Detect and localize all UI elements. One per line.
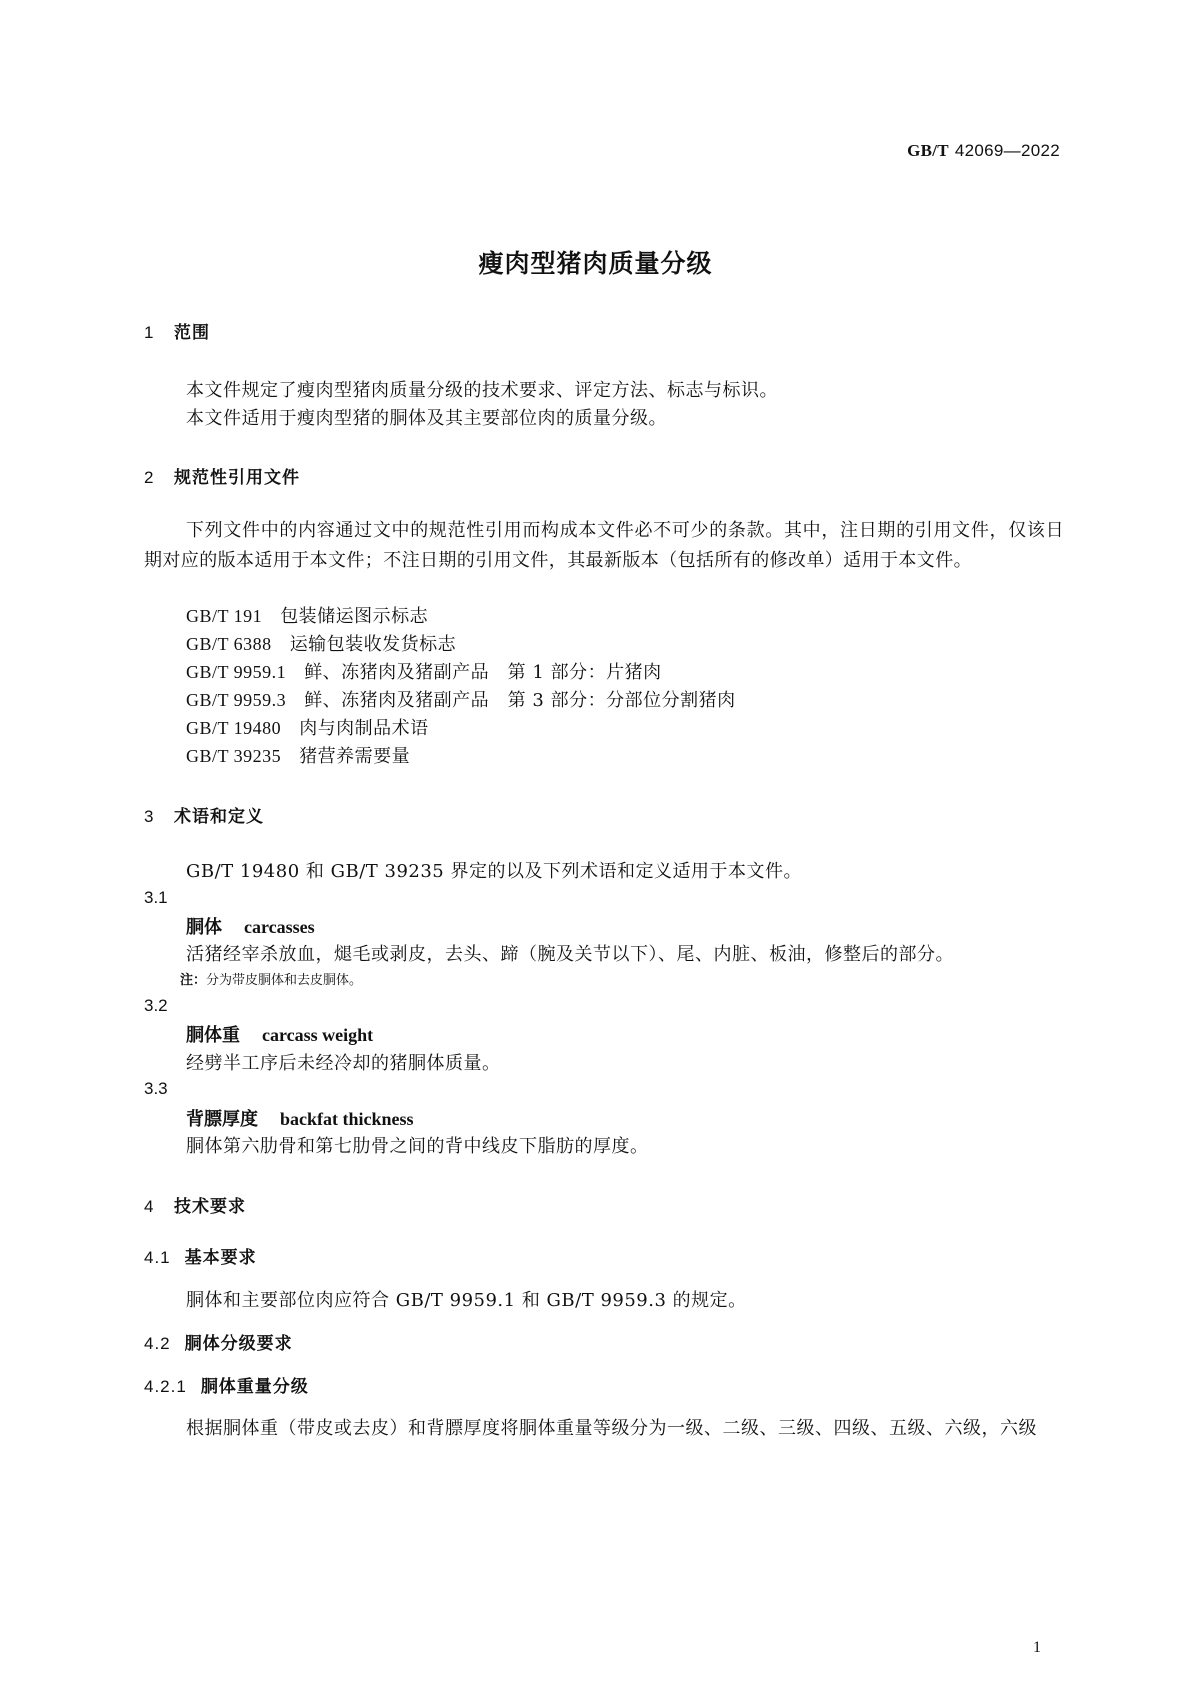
term-title: 背膘厚度 backfat thickness bbox=[186, 1109, 414, 1130]
term-definition: 经劈半工序后未经冷却的猪胴体质量。 bbox=[186, 1053, 501, 1074]
basic-requirements-text: 胴体和主要部位肉应符合 GB/T 9959.1 和 GB/T 9959.3 的规定。 bbox=[186, 1290, 747, 1311]
section-4-1-heading: 4.1 基本要求 bbox=[144, 1248, 257, 1268]
reference-item: GB/T 9959.3 鲜、冻猪肉及猪副产品 第 3 部分：分部位分割猪肉 bbox=[186, 690, 736, 711]
term-number: 3.3 bbox=[144, 1079, 168, 1098]
term-title: 胴体重 carcass weight bbox=[186, 1025, 374, 1046]
reference-item: GB/T 19480 肉与肉制品术语 bbox=[186, 718, 429, 739]
page-number: 1 bbox=[1033, 1639, 1041, 1656]
normative-references-intro: 下列文件中的内容通过文中的规范性引用而构成本文件必不可少的条款。其中，注日期的引用文件，仅该日期对应的版本适用于本文件；不注日期的引用文件，其最新版本（包括所有的修改单）适用于本文件。 bbox=[144, 520, 1064, 571]
reference-item: GB/T 9959.1 鲜、冻猪肉及猪副产品 第 1 部分：片猪肉 bbox=[186, 662, 662, 683]
carcass-weight-grading-text: 根据胴体重（带皮或去皮）和背膘厚度将胴体重量等级分为一级、二级、三级、四级、五级、六级，六级 bbox=[186, 1418, 1037, 1439]
scope-line-1: 本文件规定了瘦肉型猪肉质量分级的技术要求、评定方法、标志与标识。 bbox=[186, 380, 778, 401]
reference-item: GB/T 39235 猪营养需要量 bbox=[186, 746, 411, 767]
section-4-2-1-heading: 4.2.1 胴体重量分级 bbox=[144, 1377, 309, 1397]
term-number: 3.2 bbox=[144, 996, 168, 1015]
term-number: 3.1 bbox=[144, 888, 168, 907]
section-3-heading: 3 术语和定义 bbox=[144, 807, 264, 827]
term-definition: 活猪经宰杀放血，煺毛或剥皮，去头、蹄（腕及关节以下）、尾、内脏、板油，修整后的部分。 bbox=[186, 944, 954, 965]
section-4-heading: 4 技术要求 bbox=[144, 1197, 246, 1217]
term-definition: 胴体第六肋骨和第七肋骨之间的背中线皮下脂肪的厚度。 bbox=[186, 1136, 649, 1157]
section-4-2-heading: 4.2 胴体分级要求 bbox=[144, 1334, 293, 1354]
term-note: 注：分为带皮胴体和去皮胴体。 bbox=[180, 973, 363, 988]
standard-number: GB/T 42069—2022 bbox=[907, 141, 1060, 160]
terms-intro: GB/T 19480 和 GB/T 39235 界定的以及下列术语和定义适用于本文件。 bbox=[186, 861, 802, 882]
reference-item: GB/T 6388 运输包装收发货标志 bbox=[186, 634, 457, 655]
section-2-heading: 2 规范性引用文件 bbox=[144, 468, 300, 488]
reference-item: GB/T 191 包装储运图示标志 bbox=[186, 606, 429, 627]
scope-line-2: 本文件适用于瘦肉型猪的胴体及其主要部位肉的质量分级。 bbox=[186, 408, 667, 429]
document-title: 瘦肉型猪肉质量分级 bbox=[478, 249, 713, 278]
section-1-heading: 1 范围 bbox=[144, 323, 210, 343]
term-title: 胴体 carcasses bbox=[186, 917, 315, 938]
